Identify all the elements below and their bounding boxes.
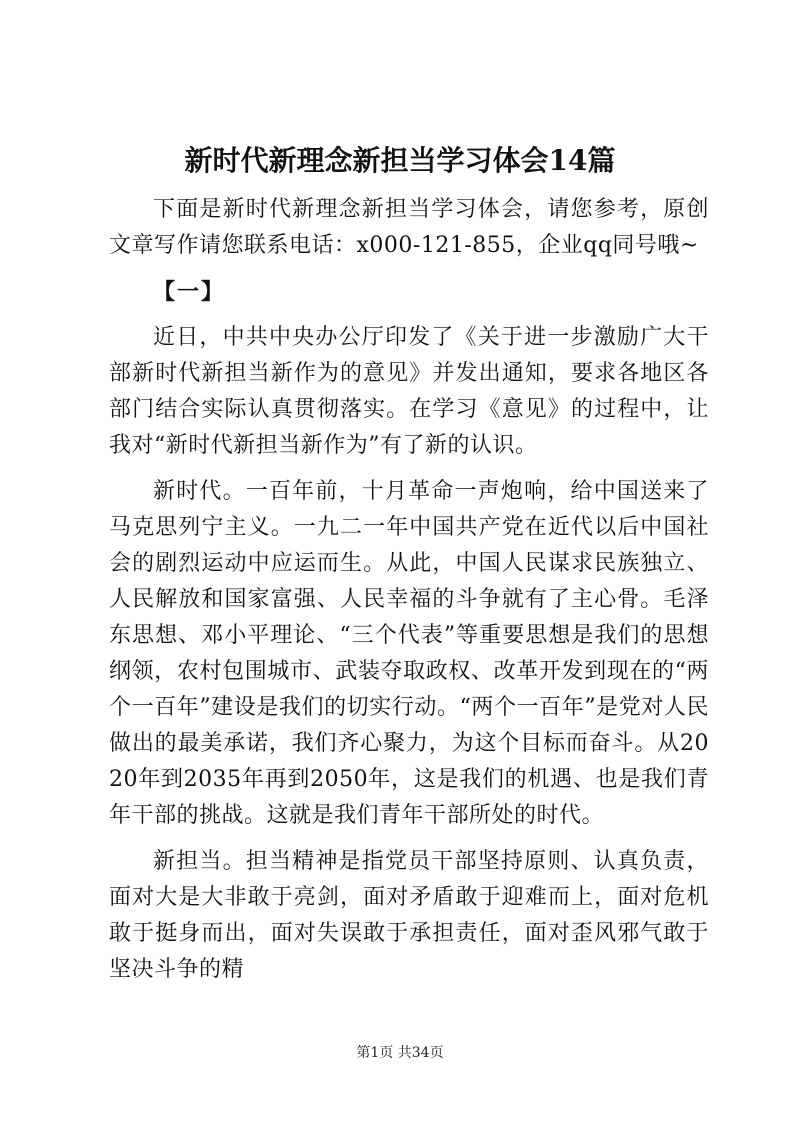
section-heading: 【一】 [153,279,226,305]
intro-paragraph: 下面是新时代新理念新担当学习体会，请您参考，原创文章写作请您联系电话：x000-121-855，企业qq同号哦~ [109,197,709,258]
body-paragraph: 新时代。一百年前，十月革命一声炮响，给中国送来了马克思列宁主义。一九二一年中国共产党在近代以后中国社会的剧烈运动中应运而生。从此，中国人民谋求民族独立、人民解放和国家富强、人民幸福的斗争就有了主心骨。毛泽东思想、邓小平理论、“三个代表”等重要思想是我们的思想纲领，农村包围城市、武装夺取政权、改革开发到现在的“两个一百年”建设是我们的切实行动。“两个一百年”是党对人民做出的最美承诺，我们齐心聚力，为这个目标而奋斗。从2020年到2035年再到2050年，这是我们的机遇、也是我们青年干部的挑战。这就是我们青年干部所处的时代。 [109,479,709,828]
document-body [109,192,709,998]
body-paragraph: 新担当。担当精神是指党员干部坚持原则、认真负责，面对大是大非敢于亮剑，面对矛盾敢于迎难而上，面对危机敢于挺身而出，面对失误敢于承担责任，面对歪风邪气敢于坚决斗争的精 [109,849,709,982]
body-paragraph: 近日，中共中央办公厅印发了《关于进一步激励广大干部新时代新担当新作为的意见》并发出通知，要求各地区各部门结合实际认真贯彻落实。在学习《意见》的过程中，让我对“新时代新担当新作为”有了新的认识。 [109,325,709,458]
page-number-footer: 第1页 共34页 [356,1045,444,1061]
document-title: 新时代新理念新担当学习体会14篇 [184,144,616,177]
